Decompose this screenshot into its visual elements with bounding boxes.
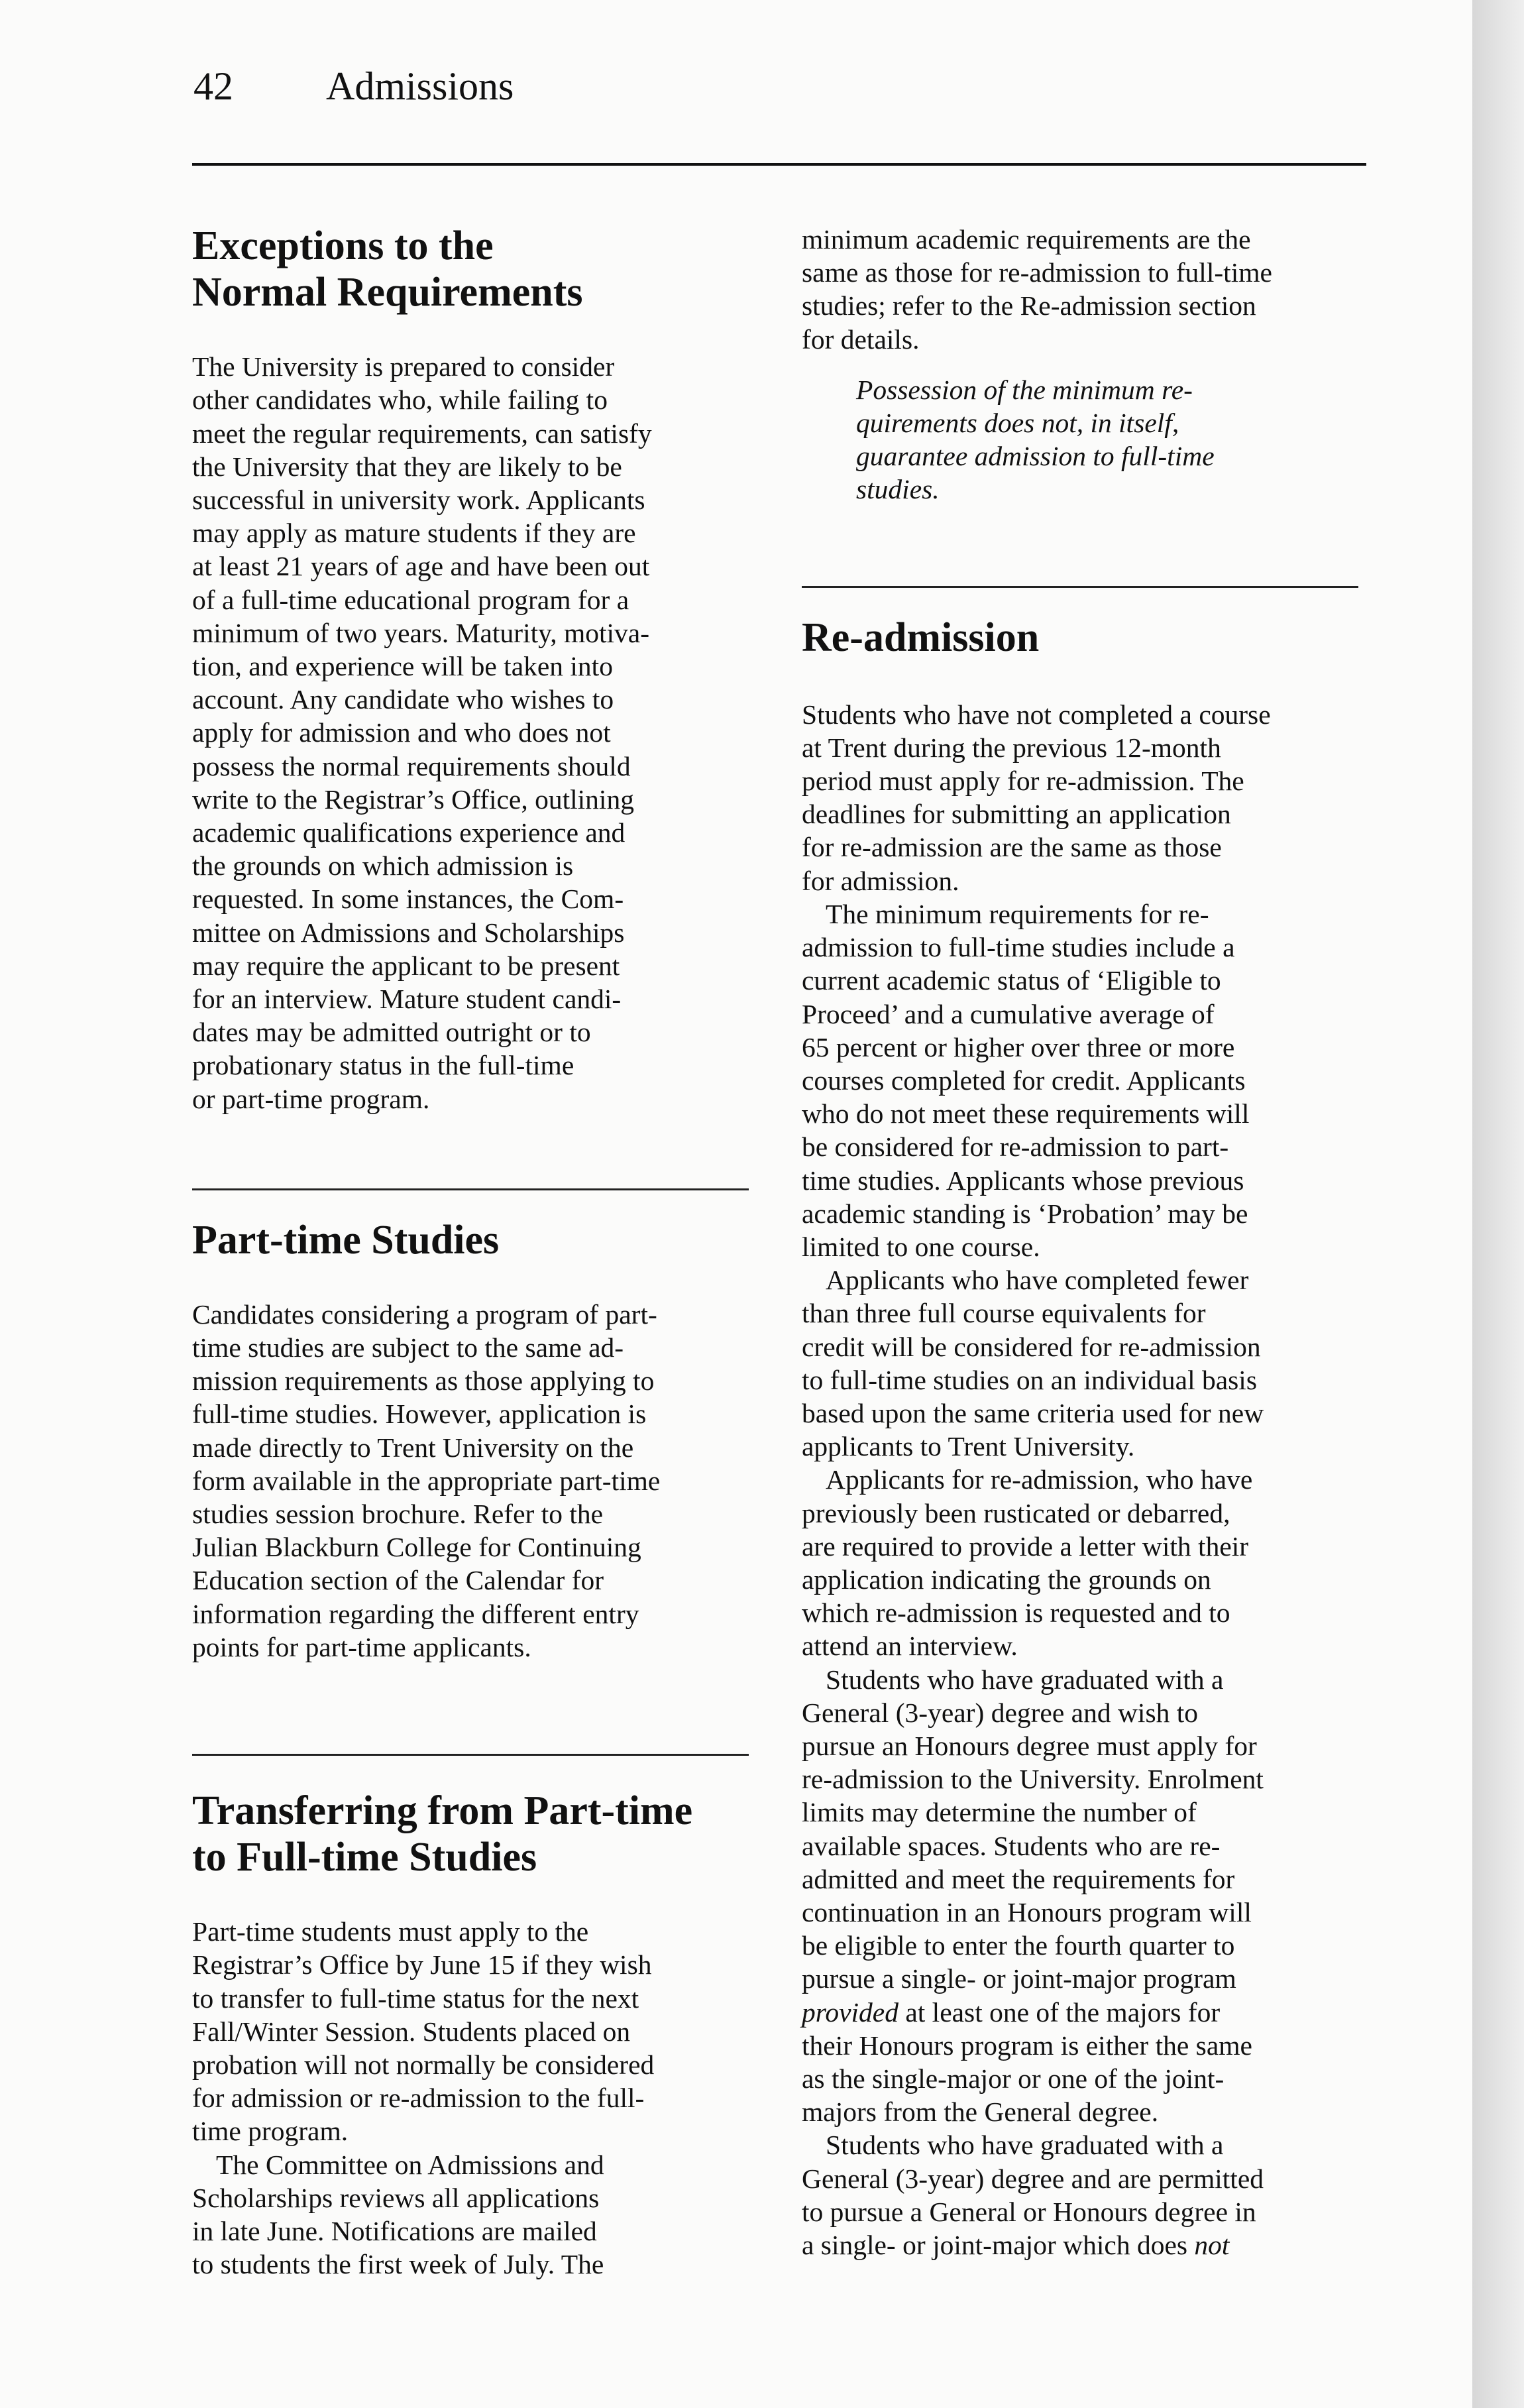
readmission-paragraph: The minimum requirements for re- admission to full-time studies include a current academic status of ‘Eligible to Proceed’ and a cumulative average of 65 percent or higher over three or more courses completed for credit. Applicants who do not meet these requirements will be considered for re-admission to part- time studies. Applicants whose previous academic standing is ‘Probation’ may be limited to one course. (802, 898, 1250, 1262)
readmission-paragraph (802, 2128, 1352, 2262)
transferring-paragraph: Part-time students must apply to the Registrar’s Office by June 15 if they wish to transfer to full-time status for the next Fall/Winter Session. Students placed on probation will not normally be considered for admission or re-admission to the full- time program. (192, 1916, 655, 2147)
readmission-paragraph: Applicants who have completed fewer than three full course equivalents for credit will be considered for re-admission to full-time studies on an individual basis based upon the same criteria used for new applicants to Trent University. (802, 1265, 1264, 1462)
readmission-heading: Re-admission (802, 614, 1040, 660)
readmission-paragraph: Students who have not completed a course at Trent during the previous 12-month period must apply for re-admission. The deadlines for submitting an application for re-admission are the same as those for admission. (802, 699, 1271, 896)
transferring-paragraph: The Committee on Admissions and Scholarships reviews all applications in late June. Notifications are mailed to students the first week of July. The (192, 2149, 604, 2280)
paragraph-text: at least one of the majors for their Honours program is either the same as the single-major or one of the joint- majors from the General degree. (802, 1996, 1252, 2128)
section-divider (802, 586, 1358, 588)
running-header (193, 66, 514, 106)
emphasis-text: provided (802, 1996, 898, 2028)
section-divider (192, 1754, 749, 1756)
transferring-heading: Transferring from Part-time to Full-time Studies (192, 1788, 693, 1880)
transferring-section (192, 1788, 742, 2281)
exceptions-heading: Exceptions to the Normal Requirements (192, 223, 583, 315)
paragraph-text: Students who have graduated with a General (3-year) degree and wish to pursue an Honours degree must apply for re-admission to the University. Enrolment limits may determine the number of available spaces. Students who are re- admitted and meet the requirements for continuation in an Honours program will be eligible to enter the fourth quarter to pursue a single- or joint-major program (802, 1664, 1264, 1994)
part-time-section (192, 1217, 742, 1664)
italic-note: Possession of the minimum re- quirements does not, in itself, guarantee admission to full-time studies. (856, 374, 1215, 505)
exceptions-body: The University is prepared to consider other candidates who, while failing to meet the regular requirements, can satisfy the University that they are likely to be successful in university work. Applicants may apply as mature students if they are at least 21 years of age and have been out of a full-time educational program for a minimum of two years. Maturity, motiva- tion, and experience will be taken into account. Any candidate who wishes to apply for admission and who does not possess the normal requirements should write to the Registrar’s Office, outlining academic qualifications experience and the grounds on which admission is requested. In some instances, the Com- mittee on Admissions and Scholarships may require the applicant to be present for an interview. Mature student candi- dates may be admitted outright or to probationary status in the full-time or part-time program. (192, 351, 652, 1114)
readmission-paragraph (802, 1663, 1352, 2129)
emphasis-text: not (1194, 2230, 1230, 2261)
section-title: Admissions (326, 64, 514, 108)
part-time-heading: Part-time Studies (192, 1217, 500, 1263)
continued-paragraph: minimum academic requirements are the same as those for re-admission to full-time studies; refer to the Re-admission section for details. (802, 224, 1272, 355)
exceptions-section (192, 223, 742, 1116)
left-column (192, 223, 742, 2281)
header-rule (192, 163, 1366, 166)
readmission-section (802, 614, 1352, 2262)
right-column (802, 223, 1352, 2262)
part-time-body: Candidates considering a program of part- time studies are subject to the same ad- mission requirements as those applying to full-time studies. However, application is made directly to Trent University on the form available in the appropriate part-time studies session brochure. Refer to the Julian Blackburn College for Continuing Education section of the Calendar for information regarding the different entry points for part-time applicants. (192, 1298, 661, 1662)
readmission-paragraph: Applicants for re-admission, who have previously been rusticated or debarred, are required to provide a letter with their application indicating the grounds on which re-admission is requested and to attend an interview. (802, 1464, 1253, 1662)
scan-page-edge (1472, 0, 1524, 2408)
paragraph-text: Students who have graduated with a General (3-year) degree and are permitted to pursue a General or Honours degree in a single- or joint-major which does (802, 2130, 1264, 2261)
section-divider (192, 1188, 749, 1190)
page-number: 42 (193, 64, 233, 108)
